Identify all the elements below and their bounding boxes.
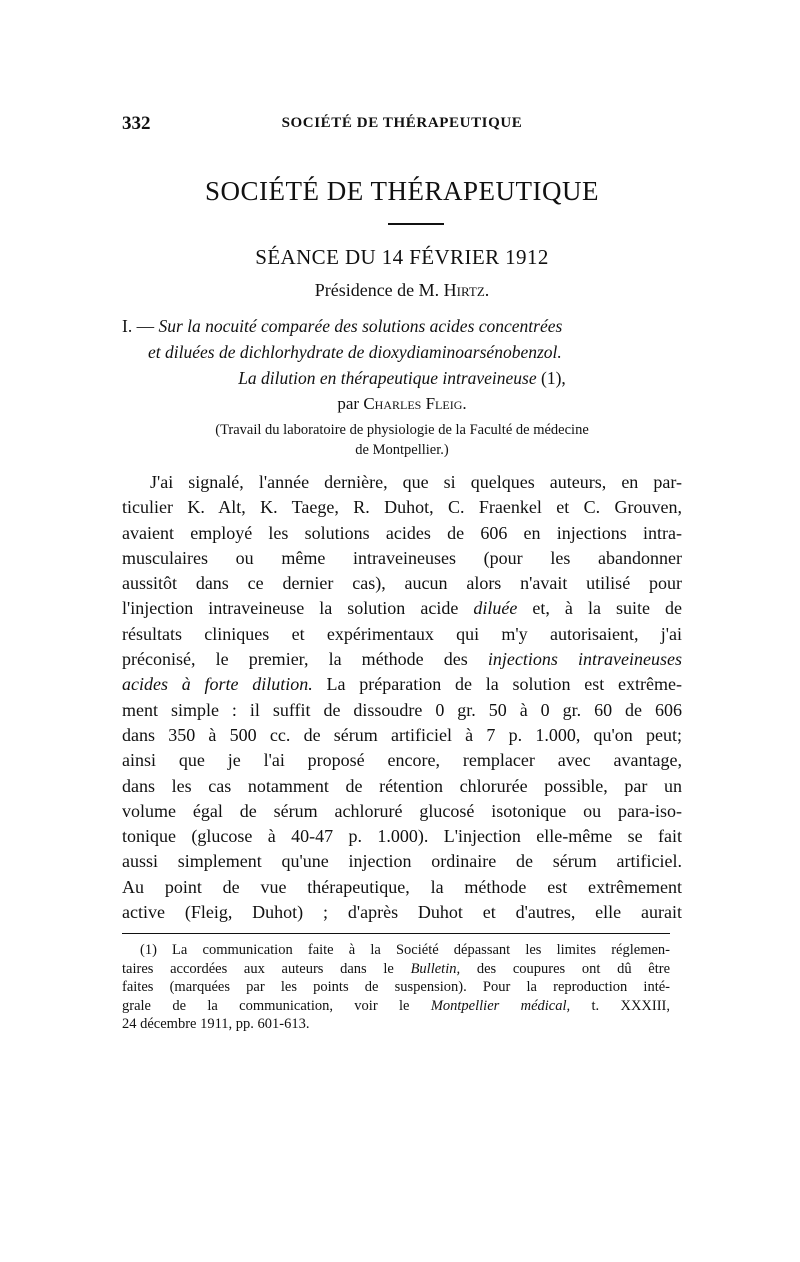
footnote-text: des coupures ont dû être xyxy=(460,960,671,977)
footnote-line: 24 décembre 1911, pp. 601-613. xyxy=(122,1016,310,1032)
body-line-italic: injections intraveineuses xyxy=(487,649,683,670)
body-line: ainsi que je l'ai proposé encore, remplacer avec avantage, xyxy=(122,750,682,771)
title-divider xyxy=(388,223,444,225)
body-line: Au point de vue thérapeutique, la méthode est extrêmement xyxy=(122,876,682,897)
body-line: ment simple : il suffit de dissoudre 0 gr. 50 à 0 gr. 60 de 606 xyxy=(122,699,682,720)
body-line: résultats cliniques et expérimentaux qui m'y autorisaient, j'ai xyxy=(122,623,682,644)
article-title xyxy=(122,313,682,391)
author-prefix: par xyxy=(337,394,364,413)
affiliation-line-1: (Travail du laboratoire de physiologie de la Faculté de médecine xyxy=(215,422,589,438)
affiliation-line-2: de Montpellier.) xyxy=(355,442,449,458)
presidence xyxy=(122,280,682,301)
article-title-text-3: La dilution en thérapeutique intraveineuse xyxy=(238,368,537,388)
article-number: I. — xyxy=(122,316,159,336)
article-title-line-2: et diluées de dichlorhydrate de dioxydiaminoarsénobenzol. xyxy=(148,342,562,362)
body-line-text: et, à la suite de xyxy=(517,598,682,619)
body-line: volume égal de sérum achloruré glucosé isotonique ou para-iso- xyxy=(122,800,682,821)
footnote-line: faites (marquées par les points de suspension). Pour la reproduction inté- xyxy=(122,979,670,995)
presidence-prefix: Présidence de M. xyxy=(314,280,444,300)
affiliation xyxy=(122,420,682,460)
body-line: tonique (glucose à 40-47 p. 1.000). L'injection elle-même se fait xyxy=(122,826,682,847)
body-line-italic: diluée xyxy=(473,598,518,619)
running-head xyxy=(122,113,682,137)
footnote-text: taires accordées aux auteurs dans le xyxy=(122,960,394,977)
article-title-line-1 xyxy=(122,313,682,339)
body-line-italic: acides à forte dilution. xyxy=(122,674,313,695)
footnote-line: (1) La communication faite à la Société dépassant les limites réglemen- xyxy=(140,942,670,958)
page-number: 332 xyxy=(122,113,151,134)
body-line xyxy=(122,596,682,621)
footnote-text: t. XXXIII, xyxy=(570,997,670,1014)
author-line xyxy=(122,394,682,414)
body-line-text: La préparation de la solution est extrême- xyxy=(312,674,683,695)
author-name: Charles Fleig. xyxy=(363,394,467,413)
body-line: avaient employé les solutions acides de 606 en injections intra- xyxy=(122,522,682,543)
body-text xyxy=(122,470,682,925)
seance-date: SÉANCE DU 14 FÉVRIER 1912 xyxy=(255,245,549,269)
footnote-line xyxy=(122,960,670,979)
body-line xyxy=(122,647,682,672)
body-line-text: préconisé, le premier, la méthode des xyxy=(122,649,468,670)
article-title-line-3 xyxy=(122,365,682,391)
body-line: dans les cas notamment de rétention chlorurée possible, par un xyxy=(122,775,682,796)
footnote-reference: (1), xyxy=(536,368,566,388)
president-name: Hirtz. xyxy=(443,280,490,300)
body-line xyxy=(122,672,682,697)
footnote-divider xyxy=(122,933,670,934)
body-line-text: l'injection intraveineuse la solution acide xyxy=(122,598,459,619)
footnote-italic: Bulletin, xyxy=(410,960,461,977)
body-line: musculaires ou même intraveineuses (pour les abandonner xyxy=(122,547,682,568)
page-title: SOCIÉTÉ DE THÉRAPEUTIQUE xyxy=(205,176,599,206)
body-line: aussi simplement qu'une injection ordinaire de sérum artificiel. xyxy=(122,851,682,872)
footnote-line xyxy=(122,997,670,1016)
body-line: aussitôt dans ce dernier cas), aucun alors n'avait utilisé pour xyxy=(122,573,682,594)
footnote-text: grale de la communication, voir le xyxy=(122,997,410,1014)
article-title-text-1: Sur la nocuité comparée des solutions acides concentrées xyxy=(158,316,563,336)
running-title: SOCIÉTÉ DE THÉRAPEUTIQUE xyxy=(281,115,523,131)
footnote xyxy=(122,941,670,1034)
body-line: dans 350 à 500 cc. de sérum artificiel à 7 p. 1.000, qu'on peut; xyxy=(122,724,682,745)
body-line: J'ai signalé, l'année dernière, que si quelques auteurs, en par- xyxy=(150,472,682,492)
footnote-italic: Montpellier médical, xyxy=(430,997,571,1014)
body-line: ticulier K. Alt, K. Taege, R. Duhot, C. Fraenkel et C. Grouven, xyxy=(122,497,682,518)
body-line: active (Fleig, Duhot) ; d'après Duhot et d'autres, elle aurait xyxy=(122,902,682,923)
